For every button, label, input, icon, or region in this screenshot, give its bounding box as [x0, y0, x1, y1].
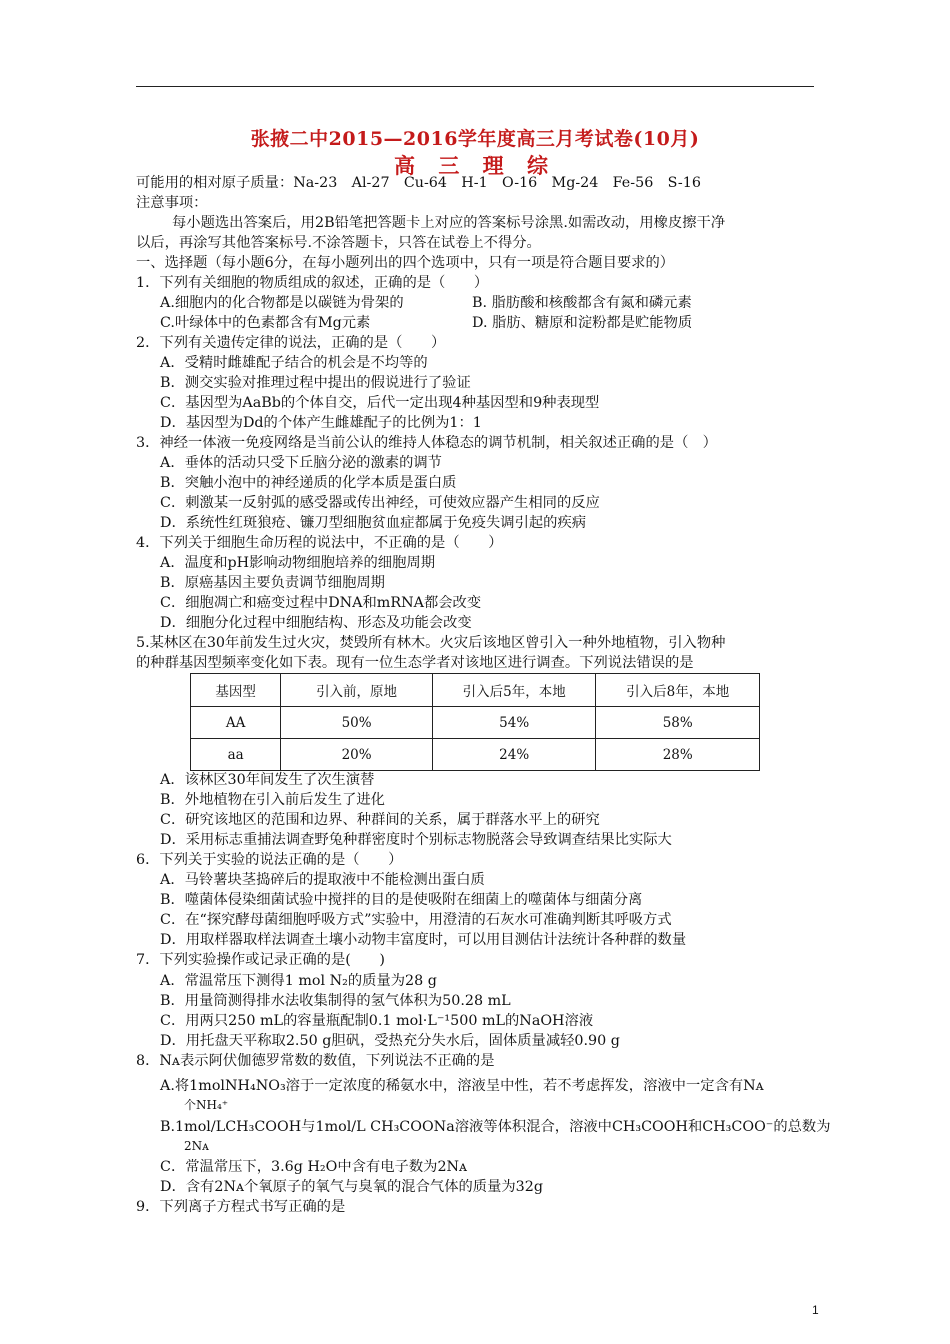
option: D．基因型为Dd的个体产生雌雄配子的比例为1：1 — [160, 415, 482, 431]
exam-subtitle: 高 三 理 综 — [394, 153, 556, 178]
option: B．噬菌体侵染细菌试验中搅拌的目的是使吸附在细菌上的噬菌体与细菌分离 — [160, 892, 643, 908]
option: B．突触小泡中的神经递质的化学本质是蛋白质 — [160, 475, 457, 491]
option: C．常温常压下，3.6g H₂O中含有电子数为2Nᴀ — [160, 1159, 468, 1175]
option: C.叶绿体中的色素都含有Mg元素 — [160, 315, 371, 331]
option: A.将1molNH₄NO₃溶于一定浓度的稀氨水中，溶液呈中性，若不考虑挥发，溶液中一定含有Nᴀ — [160, 1078, 764, 1094]
table-header-row — [191, 674, 760, 707]
option: A．受精时雌雄配子结合的机会是不均等的 — [160, 355, 428, 371]
notes-line: 每小题选出答案后，用2B铅笔把答题卡上对应的答案标号涂黑.如需改动，用橡皮擦干净 — [172, 215, 726, 231]
question-stem: 9．下列离子方程式书写正确的是 — [136, 1199, 346, 1215]
table-header-cell: 基因型 — [191, 674, 281, 707]
option: B．测交实验对推理过程中提出的假说进行了验证 — [160, 375, 471, 391]
option: B．外地植物在引入前后发生了进化 — [160, 792, 385, 808]
option: D. 脂肪、糖原和淀粉都是贮能物质 — [472, 315, 693, 331]
page-number: 1 — [812, 1303, 819, 1317]
table-cell: 50% — [281, 707, 433, 739]
option: D．采用标志重捕法调查野兔种群密度时个别标志物脱落会导致调查结果比实际大 — [160, 832, 672, 848]
option: A.细胞内的化合物都是以碳链为骨架的 — [160, 295, 404, 311]
table-header-cell: 引入后5年，本地 — [432, 674, 596, 707]
option: A．垂体的活动只受下丘脑分泌的激素的调节 — [160, 455, 442, 471]
table-cell: 28% — [596, 739, 760, 771]
top-rule — [136, 86, 814, 87]
option: A．该林区30年间发生了次生演替 — [160, 772, 375, 788]
table-cell: aa — [191, 739, 281, 771]
question-stem: 8．Nᴀ表示阿伏伽德罗常数的数值，下列说法不正确的是 — [136, 1053, 495, 1069]
option: C．细胞凋亡和癌变过程中DNA和mRNA都会改变 — [160, 595, 482, 611]
option: B. 脂肪酸和核酸都含有氮和磷元素 — [472, 295, 692, 311]
option-continuation: 个NH₄⁺ — [184, 1098, 229, 1112]
option: C．在“探究酵母菌细胞呼吸方式”实验中，用澄清的石灰水可准确判断其呼吸方式 — [160, 912, 672, 928]
question-stem: 5.某林区在30年前发生过火灾，焚毁所有林木。火灾后该地区曾引入一种外地植物，引入物种 — [136, 635, 726, 651]
table-header-cell: 引入前，原地 — [281, 674, 433, 707]
option: C．研究该地区的范围和边界、种群间的关系，属于群落水平上的研究 — [160, 812, 600, 828]
option: D．系统性红斑狼疮、镰刀型细胞贫血症都属于免疫失调引起的疾病 — [160, 515, 587, 531]
table-cell: 54% — [432, 707, 596, 739]
option: B．用量筒测得排水法收集制得的氢气体积为50.28 mL — [160, 993, 511, 1009]
option: D．用托盘天平称取2.50 g胆矾，受热充分失水后，固体质量减轻0.90 g — [160, 1033, 620, 1049]
question-stem: 的种群基因型频率变化如下表。现有一位生态学者对该地区进行调查。下列说法错误的是 — [136, 655, 694, 671]
option: C．刺激某一反射弧的感受器或传出神经，可使效应器产生相同的反应 — [160, 495, 600, 511]
table-cell: 58% — [596, 707, 760, 739]
atomic-mass-line: 可能用的相对原子质量：Na-23 Al-27 Cu-64 H-1 O-16 Mg-24 Fe-56 S-16 — [136, 175, 701, 191]
option: C．基因型为AaBb的个体自交，后代一定出现4种基因型和9种表现型 — [160, 395, 600, 411]
table-cell: 20% — [281, 739, 433, 771]
option: A．马铃薯块茎捣碎后的提取液中不能检测出蛋白质 — [160, 872, 485, 888]
table-header-cell: 引入后8年，本地 — [596, 674, 760, 707]
option: A．常温常压下测得1 mol N₂的质量为28 g — [160, 973, 437, 989]
genotype-frequency-table — [190, 673, 760, 771]
notes-line: 以后，再涂写其他答案标号.不涂答题卡，只答在试卷上不得分。 — [136, 235, 541, 251]
table-cell: AA — [191, 707, 281, 739]
question-stem: 6．下列关于实验的说法正确的是（ ） — [136, 852, 403, 868]
section-heading: 一、选择题（每小题6分，在每小题列出的四个选项中，只有一项是符合题目要求的） — [136, 255, 675, 271]
exam-title: 张掖二中2015—2016学年度高三月考试卷(10月) — [250, 128, 700, 150]
question-stem: 1．下列有关细胞的物质组成的叙述，正确的是（ ） — [136, 275, 489, 291]
question-stem: 7．下列实验操作或记录正确的是( ) — [136, 952, 385, 968]
option: C．用两只250 mL的容量瓶配制0.1 mol·L⁻¹500 mL的NaOH溶液 — [160, 1013, 594, 1029]
option: B.1mol/LCH₃COOH与1mol/L CH₃COONa溶液等体积混合，溶液中CH₃COOH和CH₃COO⁻的总数为 — [160, 1119, 831, 1135]
option: A．温度和pH影响动物细胞培养的细胞周期 — [160, 555, 435, 571]
option: D．用取样器取样法调查土壤小动物丰富度时，可以用目测估计法统计各种群的数量 — [160, 932, 687, 948]
option: D．含有2Nᴀ个氧原子的氧气与臭氧的混合气体的质量为32g — [160, 1179, 544, 1195]
question-stem: 4．下列关于细胞生命历程的说法中，不正确的是（ ） — [136, 535, 503, 551]
option-continuation: 2Nᴀ — [184, 1139, 209, 1153]
notes-label: 注意事项： — [136, 195, 208, 211]
option: B．原癌基因主要负责调节细胞周期 — [160, 575, 385, 591]
table-row — [191, 739, 760, 771]
table-row — [191, 707, 760, 739]
option: D．细胞分化过程中细胞结构、形态及功能会改变 — [160, 615, 472, 631]
question-stem: 3．神经一体液一免疫网络是当前公认的维持人体稳态的调节机制，相关叙述正确的是（ ） — [136, 435, 717, 451]
question-stem: 2．下列有关遗传定律的说法，正确的是（ ） — [136, 335, 446, 351]
table-cell: 24% — [432, 739, 596, 771]
